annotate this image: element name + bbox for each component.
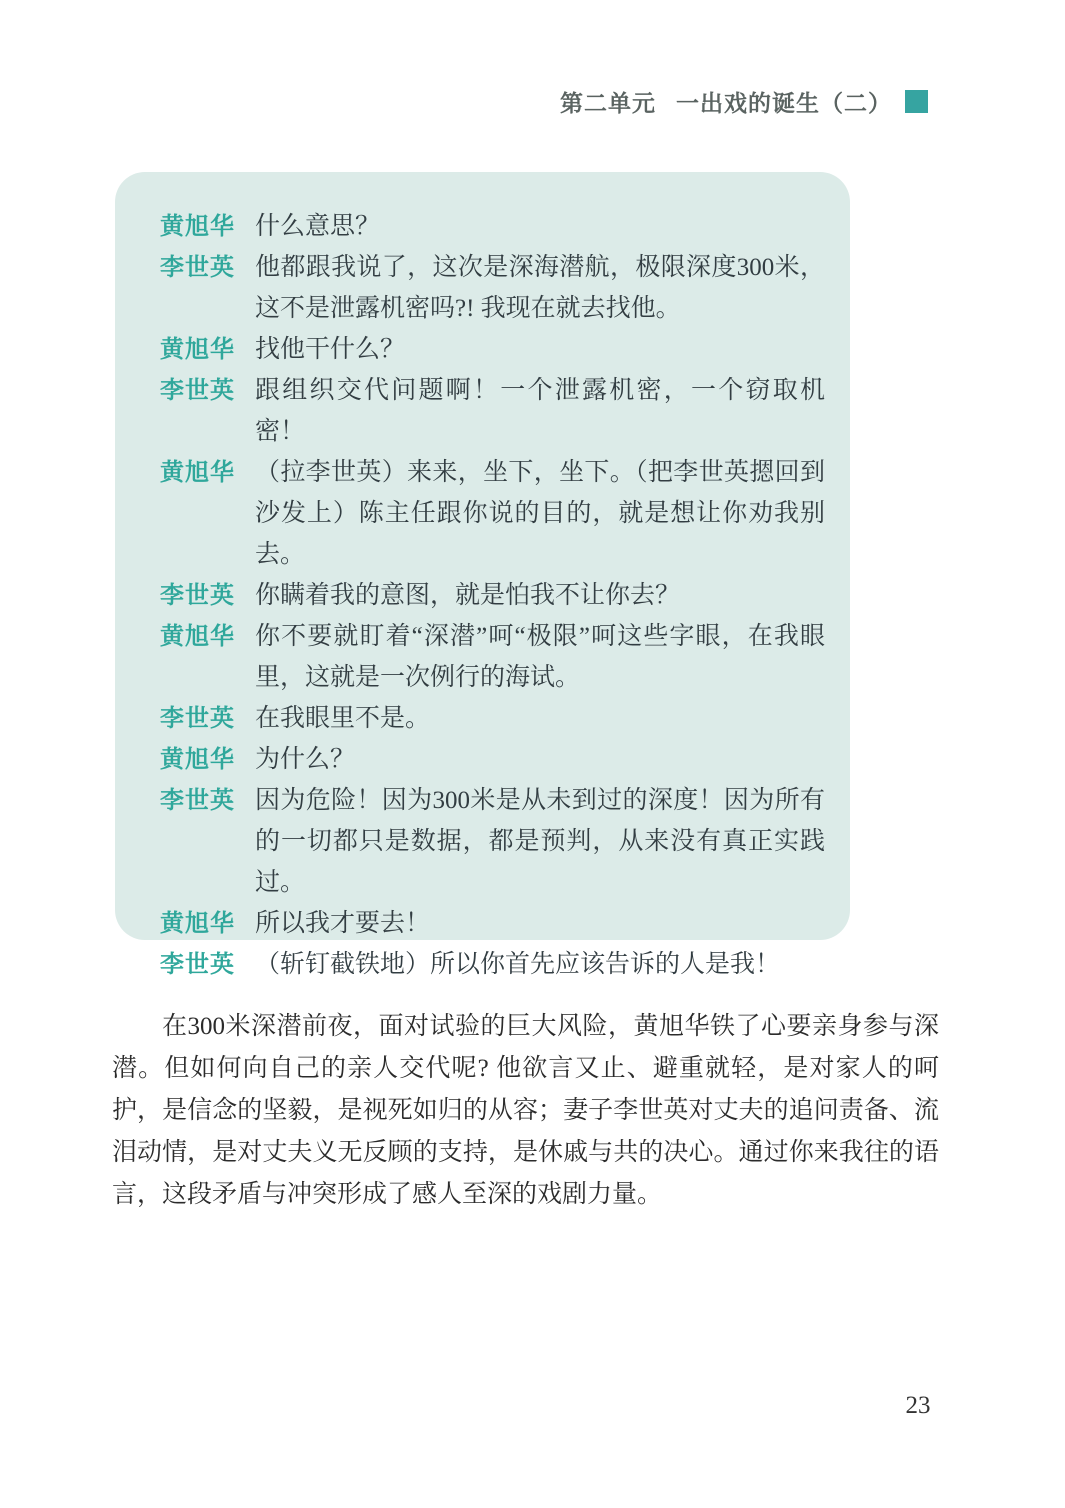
dialogue-entry: [160, 780, 825, 903]
dialogue-entry: [160, 616, 825, 698]
dialogue-entry: [160, 247, 825, 329]
dialogue-speaker: 李世英: [160, 787, 235, 814]
dialogue-entry: [160, 698, 825, 739]
dialogue-text: 什么意思？: [255, 213, 381, 240]
dialogue-text: （斩钉截铁地）所以你首先应该告诉的人是我！: [255, 951, 781, 978]
dialogue-entry: [160, 903, 825, 944]
commentary-paragraph: 在300米深潜前夜，面对试验的巨大风险，黄旭华铁了心要亲身参与深潜。但如何向自己的亲人交代呢? 他欲言又止、避重就轻，是对家人的呵护，是信念的坚毅，是视死如归的从容；妻子李世英对丈夫的追问责备、流泪动情，是对丈夫义无反顾的支持，是休戚与共的决心。通过你来我往的语言，这段矛盾与冲突形成了感人至深的戏剧力量。: [112, 1013, 939, 1208]
dialogue-box: [115, 172, 850, 978]
dialogue-speaker: 黄旭华: [160, 459, 235, 486]
dialogue-text: （拉李世英）来来，坐下，坐下。（把李世英摁回到沙发上）陈主任跟你说的目的，就是想让你劝我别去。: [255, 459, 825, 568]
dialogue-speaker: 黄旭华: [160, 623, 235, 650]
dialogue-text: 找他干什么？: [255, 336, 406, 363]
dialogue-text: 跟组织交代问题啊！一个泄露机密，一个窃取机密！: [255, 377, 825, 445]
dialogue-speaker: 李世英: [160, 254, 235, 281]
dialogue-speaker: 黄旭华: [160, 746, 235, 773]
page-number: 23: [905, 1392, 931, 1419]
running-head: [560, 85, 928, 118]
dialogue-text: 在我眼里不是。: [255, 705, 431, 732]
dialogue-entry: [160, 575, 825, 616]
dialogue-text: 他都跟我说了，这次是深海潜航，极限深度300米，这不是泄露机密吗?! 我现在就去找他。: [255, 254, 825, 322]
dialogue-speaker: 李世英: [160, 377, 235, 404]
dialogue-speaker: 黄旭华: [160, 213, 235, 240]
dialogue-entry: [160, 370, 825, 452]
chapter-title: 一出戏的诞生（二）: [676, 90, 892, 116]
dialogue-text: 为什么？: [255, 746, 356, 773]
unit-label: 第二单元: [560, 90, 656, 116]
dialogue-entry: [160, 944, 825, 985]
dialogue-speaker: 李世英: [160, 705, 235, 732]
dialogue-speaker: 李世英: [160, 582, 235, 609]
dialogue-text: 你瞒着我的意图，就是怕我不让你去？: [255, 582, 681, 609]
dialogue-text: 因为危险！因为300米是从未到过的深度！因为所有的一切都只是数据，都是预判，从来没有真正实践过。: [255, 787, 825, 896]
dialogue-speaker: 黄旭华: [160, 910, 235, 937]
accent-square-icon: [905, 90, 928, 113]
dialogue-speaker: 黄旭华: [160, 336, 235, 363]
dialogue-entry: [160, 206, 825, 247]
dialogue-entry: [160, 329, 825, 370]
dialogue-entry: [160, 739, 825, 780]
dialogue-text: 所以我才要去！: [255, 910, 431, 937]
dialogue-speaker: 李世英: [160, 951, 235, 978]
dialogue-entry: [160, 452, 825, 575]
dialogue-text: 你不要就盯着“深潜”呵“极限”呵这些字眼，在我眼里，这就是一次例行的海试。: [255, 623, 825, 691]
